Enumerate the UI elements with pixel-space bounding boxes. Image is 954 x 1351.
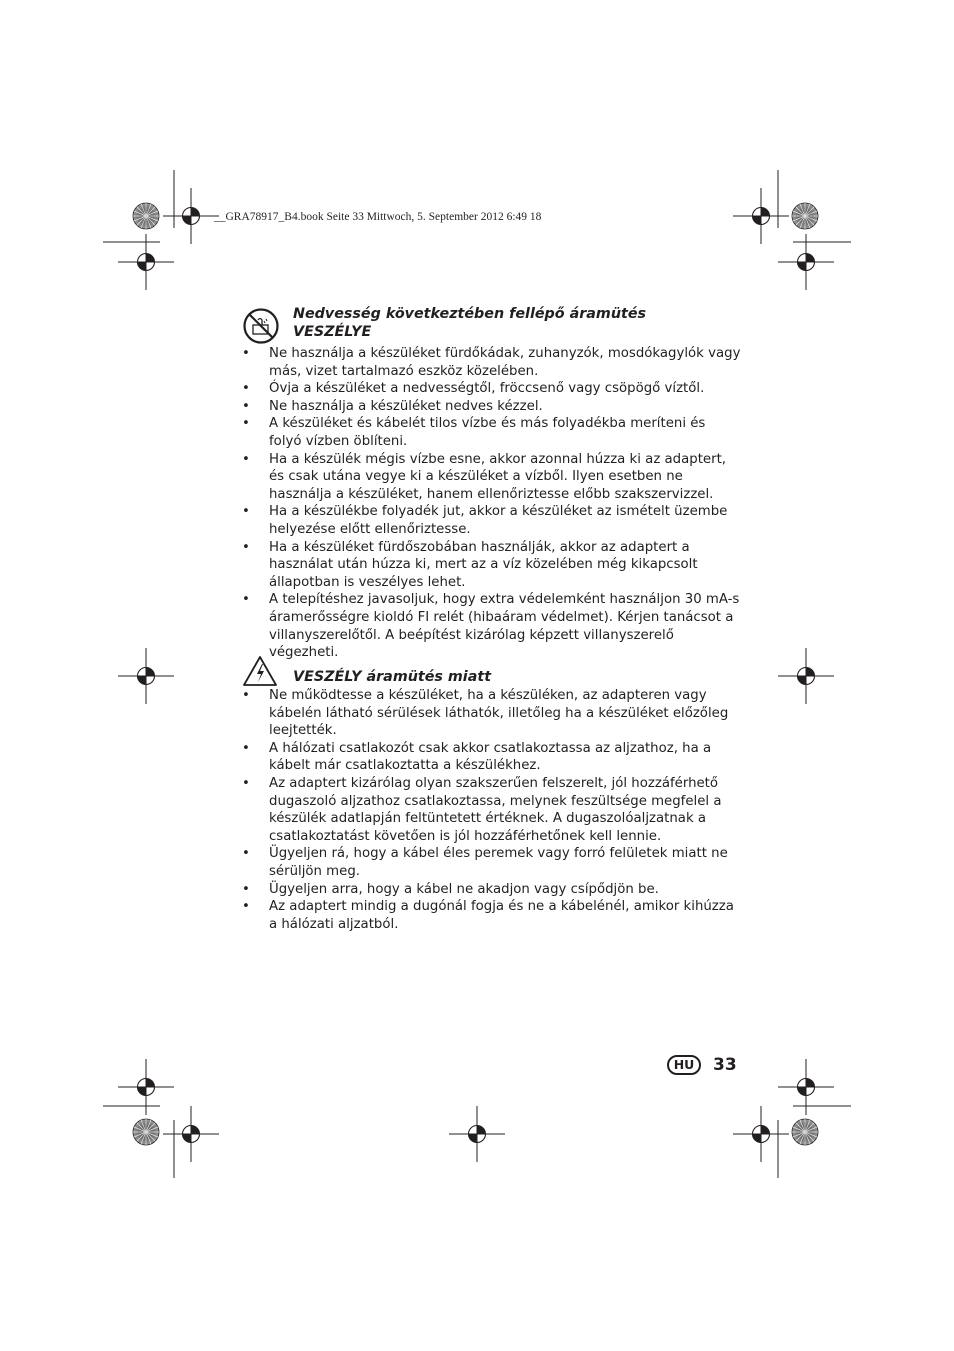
section-title: Nedvesség következtében fellépő áramütés VESZÉLYE bbox=[293, 306, 647, 340]
list-item: • Ha a készüléket fürdőszobában használják, akkor az adaptert a használat után húzza ki, mert az a víz közelében még kikapcsolt állapotban is veszélyes lehet. bbox=[242, 539, 742, 592]
list-item: • Ha a készülék mégis vízbe esne, akkor azonnal húzza ki az adaptert, és csak utána vegye ki a készüléket a vízből. Ilyen esetben ne használja a készüléket, hanem ellenőriztesse előbb szakszervizzel. bbox=[242, 451, 742, 504]
list-item: • Ügyeljen rá, hogy a kábel éles peremek vagy forró felületek miatt ne sérüljön meg. bbox=[242, 845, 742, 880]
list-item: • A készüléket és kábelét tilos vízbe és más folyadékba meríteni és folyó vízben öblíteni. bbox=[242, 415, 742, 450]
list-item: • Ne használja a készüléket fürdőkádak, zuhanyzók, mosdókagylók vagy más, vizet tartalmazó eszköz közelében. bbox=[242, 345, 742, 380]
section-electric-shock-hazard bbox=[242, 655, 742, 933]
language-badge: HU bbox=[667, 1055, 701, 1075]
list-item: • Ne működtesse a készüléket, ha a készüléken, az adapteren vagy kábelén látható sérülések láthatók, illetőleg ha a készüléket előzőleg leejtették. bbox=[242, 687, 742, 740]
high-voltage-warning-icon bbox=[242, 655, 278, 687]
bullet-list bbox=[242, 345, 742, 662]
list-item: • A telepítéshez javasoljuk, hogy extra védelemként használjon 30 mA-s áramerősségre kioldó FI relét (hibaáram védelmet). Kérjen tanácsot a villanyszerelőtől. A beépítést kizárólag képzett villanyszerelő végezheti. bbox=[242, 591, 742, 661]
bullet-list bbox=[242, 687, 742, 933]
print-header: __GRA78917_B4.book Seite 33 Mittwoch, 5. September 2012 6:49 18 bbox=[214, 211, 542, 223]
list-item: • Az adaptert mindig a dugónál fogja és ne a kábelénél, amikor kihúzza a hálózati aljzatból. bbox=[242, 898, 742, 933]
section-moisture-hazard bbox=[242, 305, 742, 662]
section-title: VESZÉLY áramütés miatt bbox=[293, 669, 492, 685]
list-item: • Ha a készülékbe folyadék jut, akkor a készüléket az ismételt üzembe helyezése előtt ellenőriztesse. bbox=[242, 503, 742, 538]
list-item: • A hálózati csatlakozót csak akkor csatlakoztassa az aljzathoz, ha a kábelt már csatlakoztatta a készülékhez. bbox=[242, 740, 742, 775]
list-item: • Ne használja a készüléket nedves kézzel. bbox=[242, 398, 742, 416]
list-item: • Ügyeljen arra, hogy a kábel ne akadjon vagy csípődjön be. bbox=[242, 881, 742, 899]
list-item: • Óvja a készüléket a nedvességtől, fröccsenő vagy csöpögő víztől. bbox=[242, 380, 742, 398]
page-number: 33 bbox=[713, 1055, 737, 1075]
no-water-icon bbox=[242, 307, 280, 345]
list-item: • Az adaptert kizárólag olyan szakszerűen felszerelt, jól hozzáférhető dugaszoló aljzathoz csatlakoztassa, melynek feszültsége megfelel a készülék adatlapján feltüntetett értéknek. A dugaszolóaljzatnak a csatlakoztatást követően is jól hozzáférhetőnek kell lennie. bbox=[242, 775, 742, 845]
